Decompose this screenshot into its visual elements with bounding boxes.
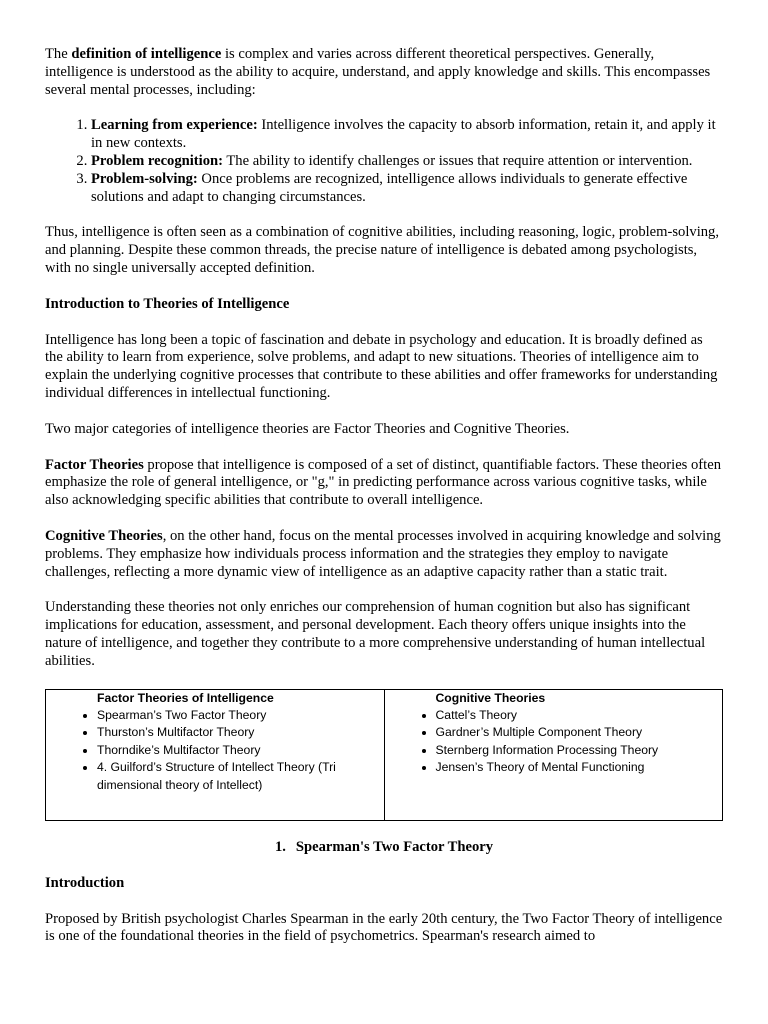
list-item: • Jensen’s Theory of Mental Functioning	[436, 759, 723, 776]
section-title: Spearman's Two Factor Theory	[295, 838, 494, 855]
list-item: • 4. Guilford’s Structure of Intellect Theory (Tri dimensional theory of Intellect)	[97, 759, 384, 794]
factor-theories-title: Factor Theories of Intelligence	[97, 690, 274, 705]
cognitive-theories-title: Cognitive Theories	[435, 690, 546, 705]
spearman-intro-paragraph: Proposed by British psychologist Charles Spearman in the early 20th century, the Two Factor Theory of intelligence is one of the foundational theories in the field of psychometrics. Spearman's research aimed to	[45, 910, 723, 945]
list-item: • Thorndike’s Multifactor Theory	[97, 742, 384, 759]
list-item: 3. Problem-solving: Once problems are recognized, intelligence allows individuals to generate effective solutions and adapt to changing circumstances.	[91, 171, 723, 207]
list-item: • Thurston’s Multifactor Theory	[97, 724, 384, 741]
list-item: • Spearman’s Two Factor Theory	[97, 707, 384, 724]
factor-theories-cell	[46, 689, 385, 820]
understanding-paragraph: Understanding these theories not only enriches our comprehension of human cognition but also has significant implications for education, assessment, and personal development. Each theory offers unique insights into the nature of intelligence, and together they contribute to a more comprehensive understanding of human intellectual abilities.	[45, 599, 706, 669]
theories-intro-paragraph: Intelligence has long been a topic of fascination and debate in psychology and education. It is broadly defined as the ability to learn from experience, solve problems, and adapt to new situations. Theories of intelligence aim to explain the underlying cognitive processes that contribute to these abilities and offer frameworks for understanding individual differences in intellectual functioning.	[45, 331, 718, 401]
categories-paragraph: Two major categories of intelligence theories are Factor Theories and Cognitive Theories.	[45, 420, 570, 437]
cognitive-theories-list	[385, 707, 723, 777]
list-item: 1. Learning from experience: Intelligence involves the capacity to absorb information, retain it, and apply it in new contexts.	[91, 117, 723, 153]
theories-heading: Introduction to Theories of Intelligence	[45, 295, 290, 312]
thus-paragraph: Thus, intelligence is often seen as a combination of cognitive abilities, including reasoning, logic, problem-solving, and planning. Despite these common threads, the precise nature of intelligence is debated among psychologists, with no single universally accepted definition.	[45, 224, 719, 276]
mental-processes-list	[45, 117, 723, 206]
document-page	[45, 46, 723, 946]
section-heading	[45, 839, 723, 857]
list-item: • Sternberg Information Processing Theory	[436, 742, 723, 759]
theories-table	[45, 689, 723, 821]
list-item: 2. Problem recognition: The ability to identify challenges or issues that require attention or intervention.	[91, 153, 723, 171]
factor-theories-list	[46, 707, 384, 794]
intro-paragraph: The definition of intelligence is complex and varies across different theoretical perspectives. Generally, intelligence is understood as the ability to acquire, understand, and apply knowledge and skills. This encompasses several mental processes, including:	[45, 46, 711, 98]
cognitive-theories-paragraph: Cognitive Theories, on the other hand, focus on the mental processes involved in acquiring knowledge and solving problems. They emphasize how individuals process information and the strategies they employ to navigate challenges, reflecting a more dynamic view of intelligence as an adaptive capacity rather than a static trait.	[45, 527, 721, 580]
list-item: • Cattel’s Theory	[436, 707, 723, 724]
list-item: • Gardner’s Multiple Component Theory	[436, 724, 723, 741]
cognitive-theories-cell	[384, 689, 723, 820]
introduction-heading: Introduction	[45, 874, 125, 891]
factor-theories-paragraph: Factor Theories propose that intelligence is composed of a set of distinct, quantifiable factors. These theories often emphasize the role of general intelligence, or "g," in predicting performance across various cognitive tasks, while also acknowledging specific abilities that contribute to overall intelligence.	[45, 456, 721, 509]
definition-term: definition of intelligence	[71, 46, 222, 62]
section-number: 1.	[274, 838, 286, 855]
